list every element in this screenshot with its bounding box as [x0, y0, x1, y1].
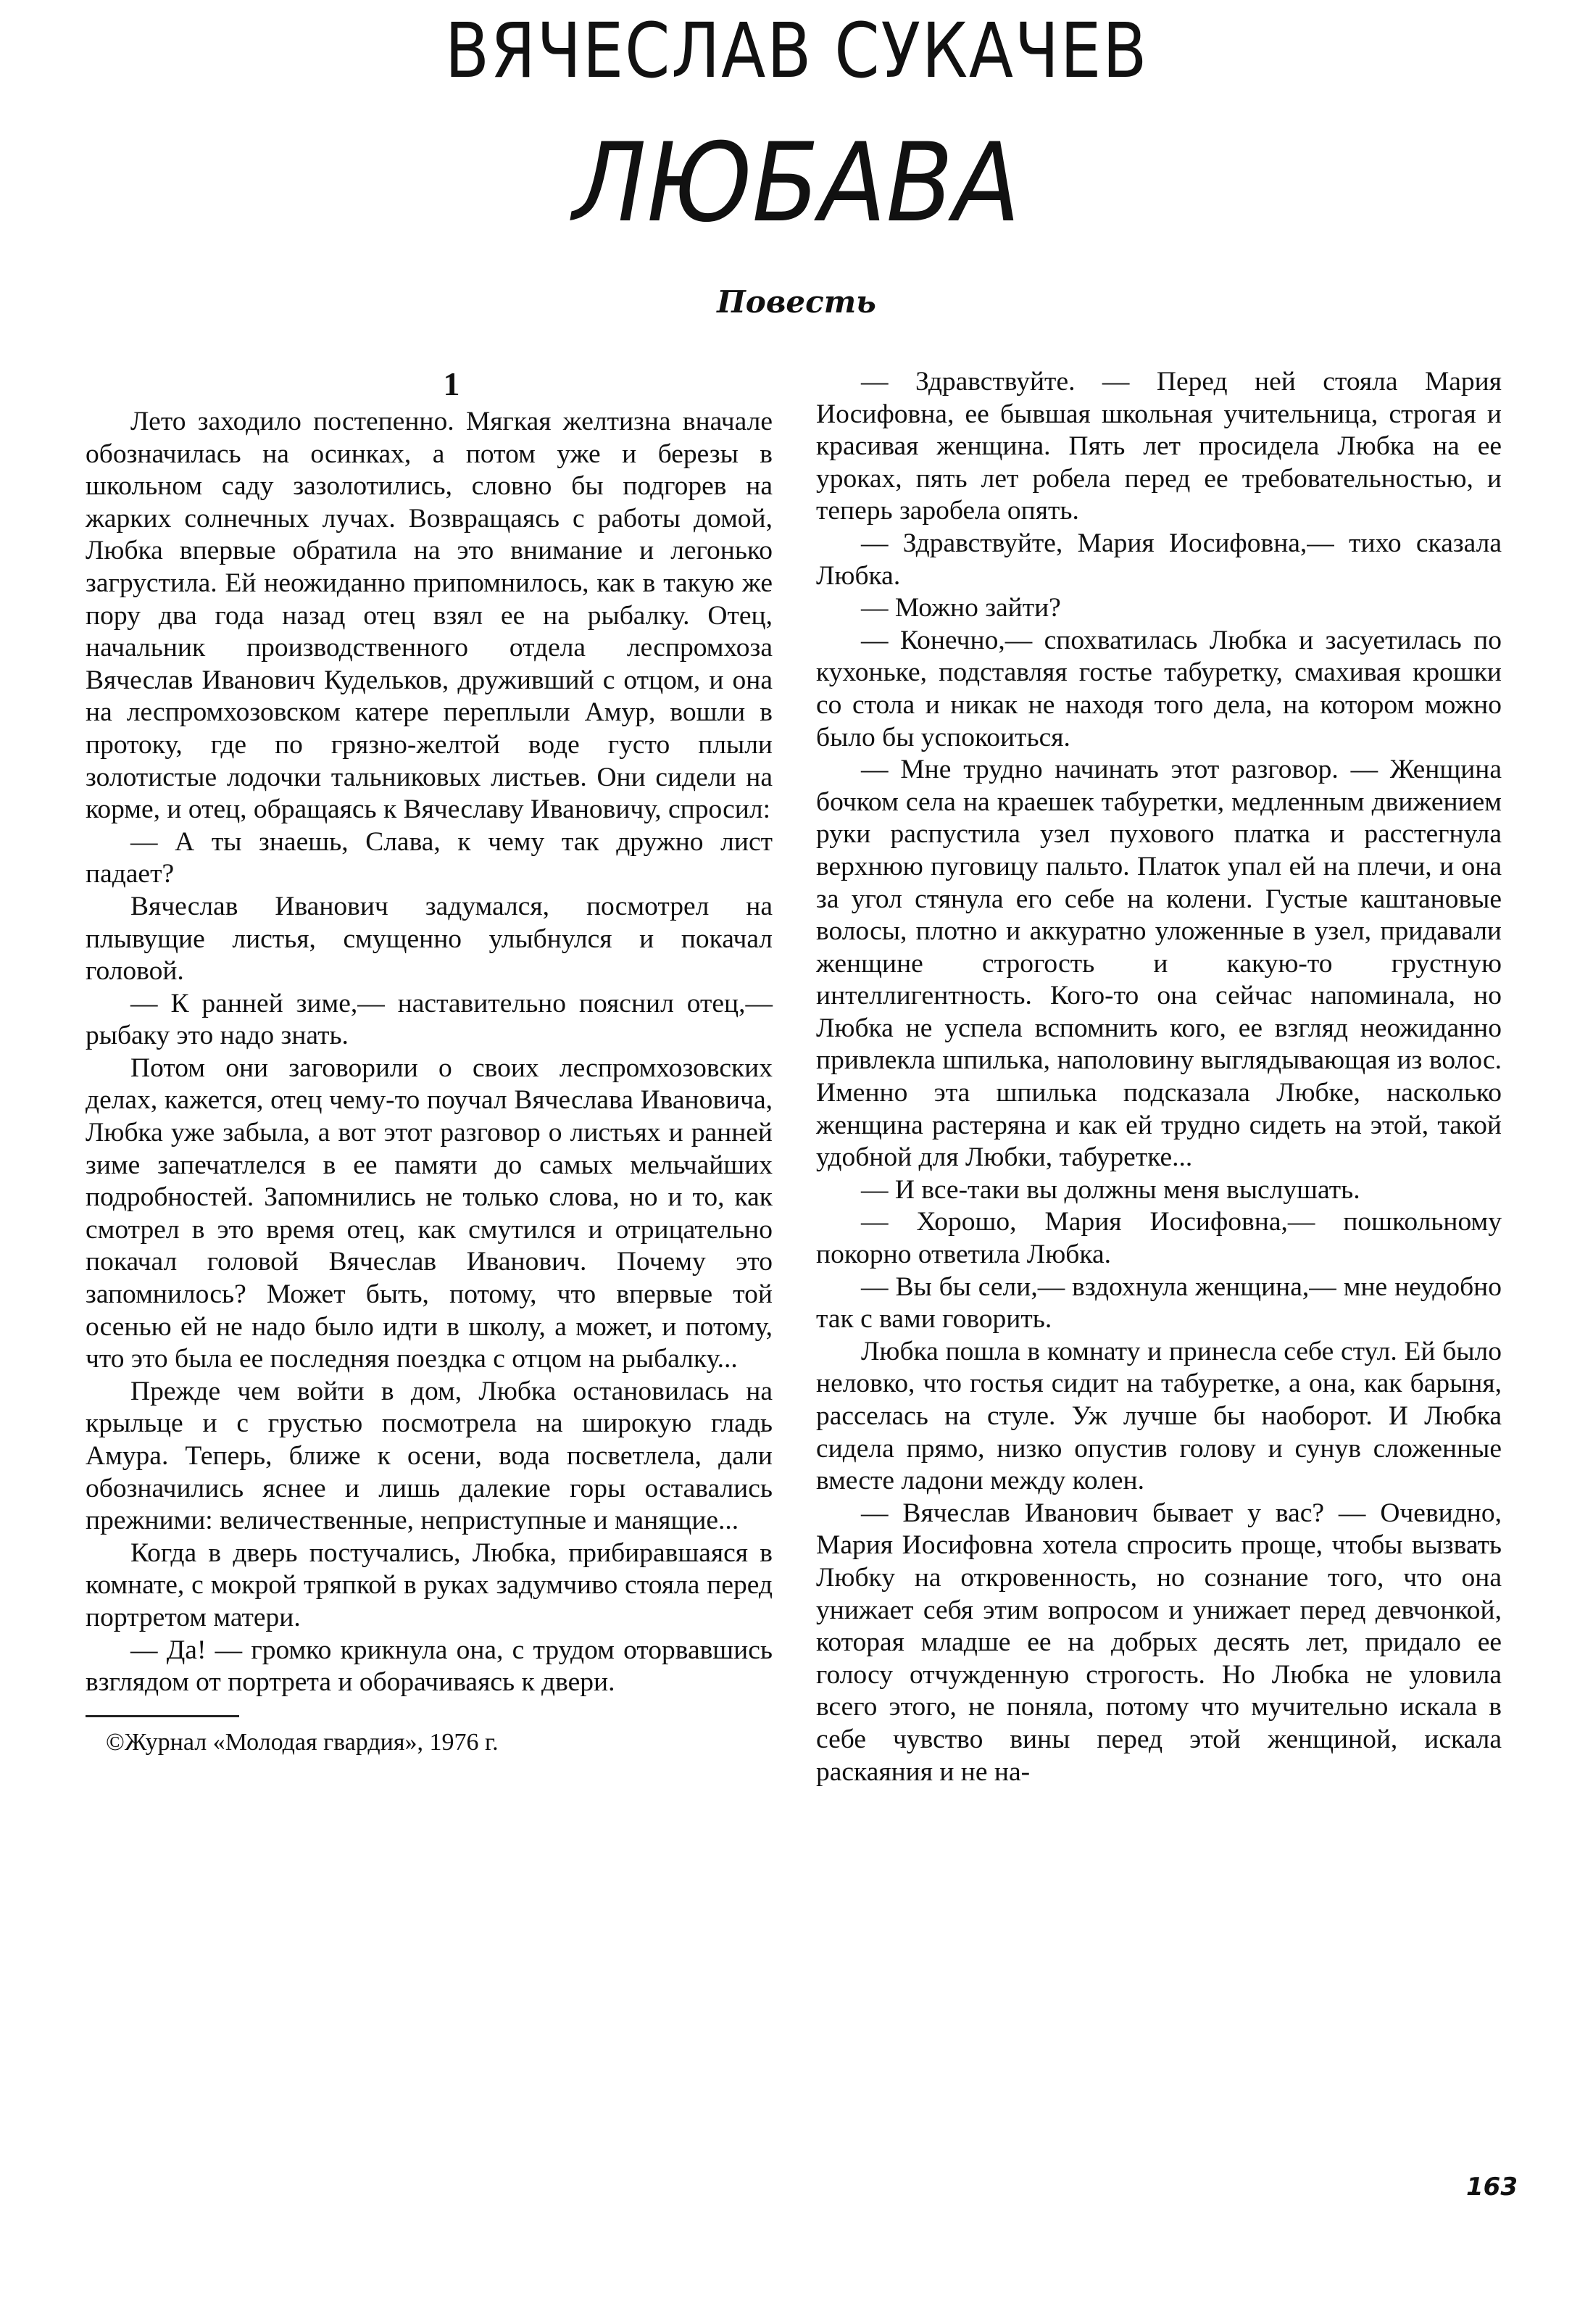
story-title: ЛЮБАВА: [573, 120, 1020, 246]
paragraph: — Хорошо, Мария Иосифовна,— пошкольному покорно ответила Любка.: [816, 1207, 1502, 1270]
paragraph: — Да! — громко крикнула она, с трудом оторвавшись взглядом от портрета и оборачиваясь к двери.: [86, 1635, 773, 1698]
paragraph: — Конечно,— спохватилась Любка и засуетилась по кухоньке, подставляя гостье табуретку, смахивая крошки со стола и никак не находя того дела, на котором можно было бы успокоиться.: [816, 625, 1502, 752]
paragraph: Вячеслав Иванович задумался, посмотрел на плывущие листья, смущенно улыбнулся и покачал головой.: [86, 891, 773, 987]
page-number: 163: [1466, 2172, 1518, 2201]
paragraph: — Вячеслав Иванович бывает у вас? — Очевидно, Мария Иосифовна хотела спросить проще, чтобы вызвать Любку на откровенность, но сознание того, что она унижает себя этим вопросом и унижает перед девчонкой, которая младше ее на добрых десять лет, придало ее голосу отчужденную строгость. Но Любка не уловила всего этого, не поняла, потому что мучительно искала в себе чувство вины перед этой женщиной, искала раскаяния и не на-: [816, 1498, 1502, 1787]
paragraph: — Здравствуйте, Мария Иосифовна,— тихо сказала Любка.: [816, 528, 1502, 591]
copyright-note: ©Журнал «Молодая гвардия», 1976 г.: [106, 1728, 499, 1756]
chapter-number: 1: [443, 365, 460, 402]
paragraph: Прежде чем войти в дом, Любка остановилась на крыльце и с грустью посмотрела на широкую гладь Амура. Теперь, ближе к осени, вода посветлела, дали обозначились яснее и лишь далекие горы оставались прежними: величественные, неприступные и манящие...: [86, 1376, 773, 1536]
paragraph: Лето заходило постепенно. Мягкая желтизна вначале обозначилась на осинках, а потом уже и березы в школьном саду зазолотились, словно бы подгорев на жарких солнечных лучах. Возвращаясь с работы домой, Любка впервые обратила на это внимание и легонько загрустила. Ей неожиданно припомнилось, как в такую же пору два года назад отец взял ее на рыбалку. Отец, начальник производственного отдела леспромхоза Вячеслав Иванович Кудельков, друживший с отцом, и она на леспромхозовском катере переплыли Амур, вошли в протоку, где по грязно-желтой воде густо плыли золотистые лодочки тальниковых листьев. Они сидели на корме, и отец, обращаясь к Вячеславу Ивановичу, спросил:: [86, 407, 773, 825]
paragraph: — И все-таки вы должны меня выслушать.: [861, 1174, 1360, 1205]
paragraph: Когда в дверь постучались, Любка, прибиравшаяся в комнате, с мокрой тряпкой в руках задумчиво стояла перед портретом матери.: [86, 1537, 773, 1632]
paragraph: — Мне трудно начинать этот разговор. — Женщина бочком села на краешек табуретки, медленным движением руки распустила узел пухового платка и расстегнула верхнюю пуговицу пальто. Платок упал ей на плечи, и она за угол стянула его себе на колени. Густые каштановые волосы, плотно и аккуратно уложенные в узел, придавали женщине строгость и какую-то грустную интеллигентность. Кого-то она сейчас напоминала, но Любка не успела вспомнить кого, ее взгляд неожиданно привлекла шпилька, наполовину выглядывающая из волос. Именно эта шпилька подсказала Любке, насколько женщина растеряна и как ей трудно сидеть на этой, такой удобной для Любки, табуретке...: [816, 755, 1502, 1173]
paragraph: Потом они заговорили о своих леспромхозовских делах, кажется, отец чему-то поучал Вячеслава Ивановича, Любка уже забыла, а вот этот разговор о листьях и ранней зиме запечатлелся в ее памяти до самых мельчайших подробностей. Запомнились не только слова, но и то, как смотрел в это время отец, как смутился и отрицательно покачал головой Вячеслав Иванович. Почему это запомнилось? Может быть, потому, что впервые той осенью ей не надо было идти в школу, а может, и потому, что это была ее последняя поездка с отцом на рыбалку...: [86, 1053, 773, 1374]
paragraph: — Можно зайти?: [861, 593, 1061, 623]
paragraph: — Здравствуйте. — Перед ней стояла Мария Иосифовна, ее бывшая школьная учительница, строгая и красивая женщина. Пять лет просидела Любка на ее уроках, пять лет робела перед ее требовательностью, и теперь заробела опять.: [816, 367, 1502, 526]
author-name: ВЯЧЕСЛАВ СУКАЧЕВ: [444, 7, 1149, 95]
footnote-divider: [86, 1715, 239, 1717]
right-column: [816, 366, 1502, 1788]
paragraph: Любка пошла в комнату и принесла себе стул. Ей было неловко, что гостья сидит на табуретке, а она, как барыня, расселась на стуле. Уж лучше бы наоборот. И Любка сидела прямо, низко опустив голову и сунув сложенные вместе ладони между колен.: [816, 1336, 1502, 1496]
paragraph: — Вы бы сели,— вздохнула женщина,— мне неудобно так с вами говорить.: [816, 1271, 1502, 1335]
paragraph: — А ты знаешь, Слава, к чему так дружно лист падает?: [86, 826, 773, 889]
story-subtitle: Повесть: [717, 284, 876, 320]
left-column: [86, 362, 773, 1758]
paragraph: — К ранней зиме,— наставительно пояснил отец,— рыбаку это надо знать.: [86, 988, 773, 1051]
